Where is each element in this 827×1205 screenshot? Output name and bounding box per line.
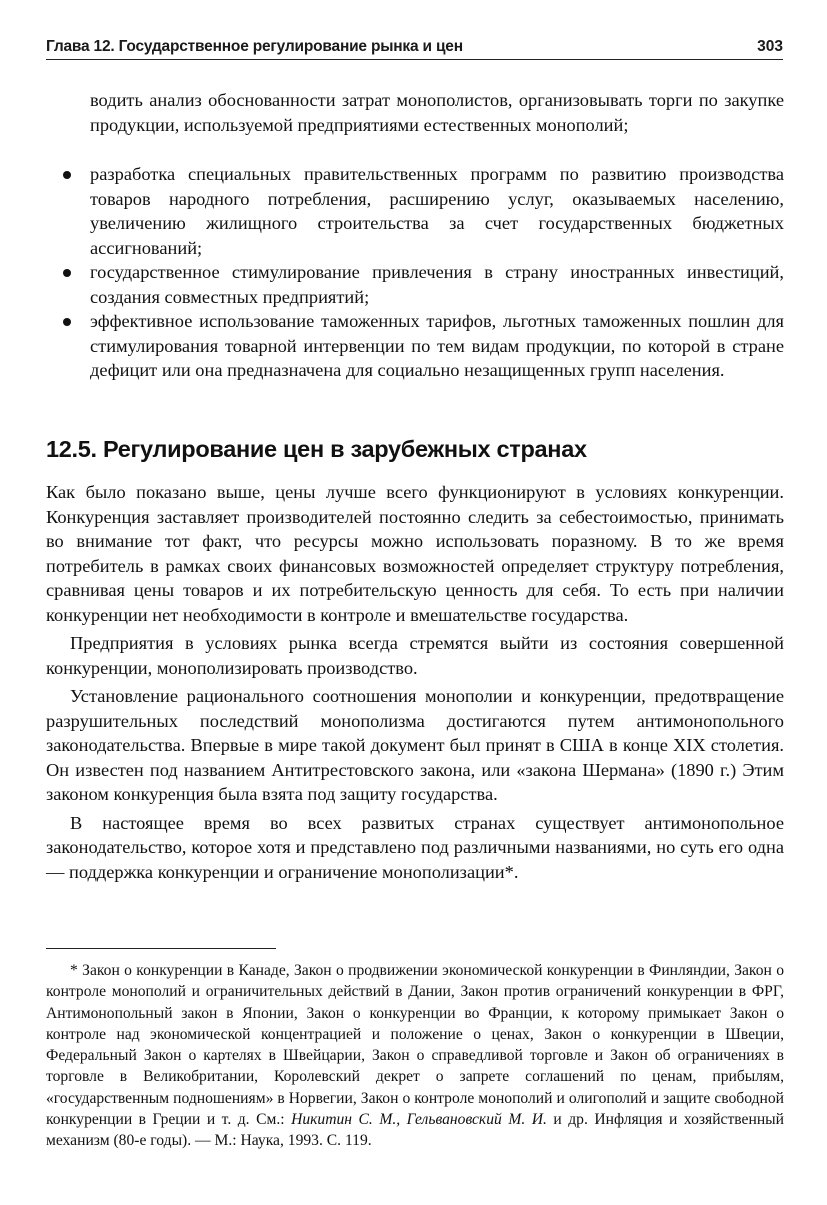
bullet-icon xyxy=(63,318,71,326)
footnote-authors: Никитин С. М., Гельвановский М. И. xyxy=(291,1111,547,1129)
bullet-icon xyxy=(63,171,71,179)
footnote xyxy=(46,960,784,1152)
page-number: 303 xyxy=(757,38,783,55)
paragraph: Установление рационального соотношения монополии и конкуренции, предотвращение разрушительных последствий монополизма достигаются путем антимонопольного законодательства. Впервые в мире такой документ был принят в США в конце XIX столетия. Он известен под названием Антитрестовского закона, или «закона Шермана» (1890 г.) Этим законом конкуренция была взята под защиту государства. xyxy=(46,686,784,804)
chapter-title: Глава 12. Государственное регулирование рынка и цен xyxy=(46,38,463,55)
section-heading: 12.5. Регулирование цен в зарубежных странах xyxy=(46,436,587,462)
list-item-text: государственное стимулирование привлечения в страну иностранных инвестиций, создания совместных предприятий; xyxy=(90,262,784,307)
section-body xyxy=(46,480,784,888)
running-head xyxy=(46,36,783,62)
list-item xyxy=(90,309,784,383)
bullet-continuation: водить анализ обоснованности затрат монополистов, организовывать торги по закупке продукции, используемой предприятиями естественных монополий; xyxy=(90,90,784,135)
list-item-text: эффективное использование таможенных тарифов, льготных таможенных пошлин для стимулирования товарной интервенции по тем видам продукции, по которой в стране дефицит или она предназначена для социально незащищенных групп населения. xyxy=(90,311,784,380)
bullet-icon xyxy=(63,269,71,277)
paragraph: Как было показано выше, цены лучше всего функционируют в условиях конкуренции. Конкуренция заставляет производителей постоянно следить за себестоимостью, принимать во внимание тот факт, что ресурсы можно использовать поразному. В то же время потребитель в рамках своих финансовых возможностей определяет структуру потребления, сравнивая цены товаров и их потребительскую ценность для себя. То есть при наличии конкуренции нет необходимости в контроле и вмешательстве государства. xyxy=(46,482,784,625)
paragraph: Предприятия в условиях рынка всегда стремятся выйти из состояния совершенной конкуренции, монополизировать производство. xyxy=(46,633,784,678)
list-item xyxy=(90,260,784,309)
list-item-text: разработка специальных правительственных программ по развитию производства товаров народного потребления, расширению услуг, оказываемых населению, увеличению жилищного строительства за счет государственных бюджетных ассигнований; xyxy=(90,164,784,258)
header-rule xyxy=(46,59,783,60)
footnote-text-start: * Закон о конкуренции в Канаде, Закон о продвижении экономической конкуренции в Финляндии, Закон о контроле монополий и ограничительных действий в Дании, Закон против ограничений конкуренции в ФРГ, Антимонопольный закон в Японии, Закон о конкуренции во Франции, к которому примыкает Закон о контроле над экономической концентрацией и положение о ценах, Закон о конкуренции в Швеции, Федеральный Закон о картелях в Швейцарии, Закон о справедливой торговле и Закон об ограничениях в торговле в Великобритании, Королевский декрет о запрете соглашений по ценам, прибылям, «государственным подношениям» в Норвегии, Закон о контроле монополий и олигополий и защите свободной конкуренции в Греции и т. д. См.: xyxy=(46,962,784,1129)
footnote-rule xyxy=(46,948,276,949)
paragraph: В настоящее время во всех развитых странах существует антимонопольное законодательство, которое хотя и представлено под различными названиями, но суть его одна — поддержка конкуренции и ограничение монополизации*. xyxy=(46,812,784,882)
footnote-text-end: и др. Инфляция и хозяйственный механизм (80-е годы). — М.: Наука, 1993. С. 119. xyxy=(46,1111,784,1150)
bullet-list xyxy=(0,162,827,383)
list-item xyxy=(90,162,784,260)
